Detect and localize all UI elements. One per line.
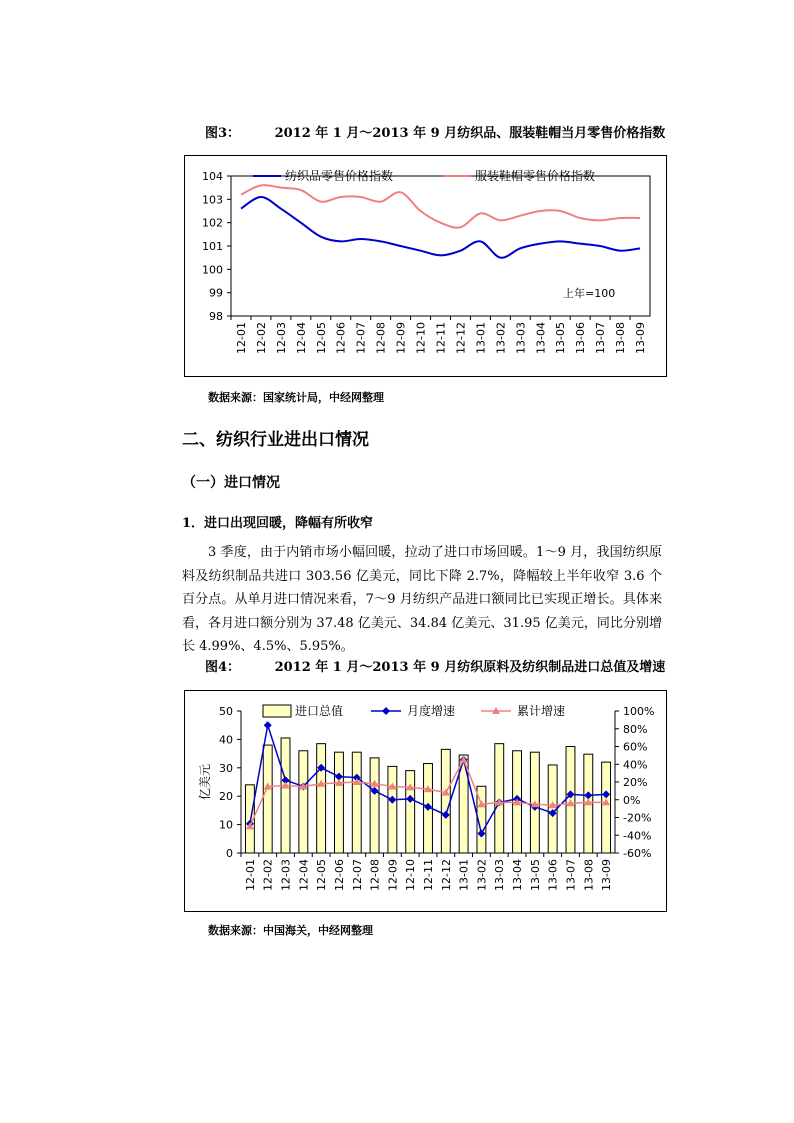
legend-marker-1 [382, 707, 390, 715]
x-tick-label: 12-09 [386, 859, 400, 891]
y-tick-label: 104 [202, 170, 223, 183]
legend-label-bars: 进口总值 [295, 704, 344, 718]
y-tick-label: 100 [202, 263, 223, 277]
x-tick-label: 12-02 [261, 859, 275, 891]
figure4-source: 数据来源：中国海关，中经网整理 [208, 924, 373, 937]
y2-tick-label: 0% [623, 793, 641, 807]
x-tick-label: 13-03 [493, 859, 507, 891]
x-tick-label: 12-03 [274, 322, 288, 354]
x-tick-label: 13-09 [634, 322, 648, 354]
x-tick-label: 12-12 [454, 322, 468, 354]
figure3-source: 数据来源：国家统计局，中经网整理 [208, 391, 384, 404]
figure3-label: 图3： [205, 126, 241, 141]
x-tick-label: 13-05 [554, 322, 568, 354]
x-tick-label: 13-01 [474, 322, 488, 354]
x-tick-label: 12-04 [297, 859, 311, 891]
legend-label-2: 服装鞋帽零售价格指数 [475, 169, 596, 183]
bar [352, 752, 361, 853]
figure4-chart [185, 691, 666, 911]
figure4-label: 图4： [205, 660, 241, 675]
bar [602, 762, 611, 853]
x-tick-label: 12-03 [279, 859, 293, 891]
figure3-title: 2012 年 1 月～2013 年 9 月纺织品、服装鞋帽当月零售价格指数 [274, 126, 666, 141]
x-tick-label: 13-05 [528, 859, 542, 891]
body-paragraph-text: 3 季度，由于内销市场小幅回暖，拉动了进口市场回暖。1～9 月，我国纺织原料及纺织制品共进口 303.56 亿美元，同比下降 2.7%，降幅较上半年收窄 3.6 个百分点。从单月进口情况来看，7～9 月纺织产品进口额同比已实现正增长。具体来看，各月进口额分别为 37.48 亿美元、34.84 亿美元、31.95 亿美元，同比分别增长 4.99%、4.5%、5.95%。 [182, 545, 663, 654]
x-tick-label: 12-05 [315, 859, 329, 891]
x-tick-label: 12-06 [332, 859, 346, 891]
legend-label-1: 月度增速 [407, 704, 456, 718]
x-tick-label: 13-02 [494, 322, 508, 354]
y-tick-label: 0 [226, 847, 233, 860]
x-tick-label: 13-09 [600, 859, 614, 891]
x-tick-label: 12-01 [234, 322, 248, 354]
x-tick-label: 12-09 [394, 322, 408, 354]
x-tick-label: 13-01 [457, 859, 471, 891]
figure3-title-row [205, 122, 665, 141]
bar [495, 744, 504, 853]
series-line-1 [241, 197, 640, 258]
y2-tick-label: 80% [623, 722, 648, 736]
figure3-chart [185, 156, 666, 376]
y-tick-label: 20 [219, 790, 233, 804]
x-tick-label: 13-03 [514, 322, 528, 354]
bar [317, 744, 326, 853]
x-tick-label: 13-07 [594, 322, 608, 354]
x-tick-label: 12-10 [404, 859, 418, 891]
x-tick-label: 12-08 [368, 859, 382, 891]
y2-tick-label: -40% [623, 829, 652, 843]
x-tick-label: 12-01 [243, 859, 257, 891]
figure4-title-row [205, 656, 665, 675]
bar [299, 751, 308, 853]
y2-tick-label: 100% [623, 705, 655, 718]
bar [370, 758, 379, 853]
y2-tick-label: 40% [623, 758, 648, 772]
bar [335, 752, 344, 853]
x-tick-label: 12-07 [354, 322, 368, 354]
figure4-title: 2012 年 1 月～2013 年 9 月纺织原料及纺织制品进口总值及增速 [274, 660, 666, 675]
y2-tick-label: 60% [623, 740, 648, 754]
bar [388, 766, 397, 853]
bar [441, 749, 450, 853]
x-tick-label: 13-07 [564, 859, 578, 891]
x-tick-label: 12-11 [422, 859, 435, 891]
y-tick-label: 99 [209, 286, 223, 300]
x-tick-label: 12-02 [254, 322, 268, 354]
y2-tick-label: -20% [623, 811, 652, 825]
item-heading: 1．进口出现回暖，降幅有所收窄 [182, 516, 374, 531]
y2-tick-label: -60% [623, 847, 652, 860]
y-tick-label: 103 [202, 193, 223, 207]
x-tick-label: 12-11 [434, 322, 448, 354]
x-tick-label: 12-05 [314, 322, 328, 354]
x-tick-label: 13-02 [475, 859, 489, 891]
y-axis-title: 亿美元 [198, 763, 212, 801]
bar [406, 771, 415, 853]
x-tick-label: 13-04 [511, 859, 525, 891]
legend-swatch-bars [263, 705, 291, 717]
x-tick-label: 13-04 [534, 322, 548, 354]
legend-label-2: 累计增速 [517, 704, 566, 718]
x-tick-label: 12-08 [374, 322, 388, 354]
figure3-chart-frame [184, 155, 667, 377]
x-tick-label: 13-06 [574, 322, 588, 354]
x-tick-label: 12-12 [439, 859, 453, 891]
bar [281, 738, 290, 853]
y-tick-label: 50 [219, 705, 233, 718]
section-heading: 二、纺织行业进出口情况 [182, 430, 369, 450]
series-line-2 [241, 185, 640, 228]
y-tick-label: 10 [219, 818, 233, 832]
x-tick-label: 12-04 [294, 322, 308, 354]
subsection-heading: （一）进口情况 [182, 475, 280, 491]
legend-label-1: 纺织品零售价格指数 [285, 169, 394, 183]
y-tick-label: 101 [202, 240, 223, 253]
x-tick-label: 12-10 [414, 322, 428, 354]
y-tick-label: 102 [202, 216, 223, 230]
y-tick-label: 30 [219, 761, 233, 775]
y2-tick-label: 20% [623, 776, 648, 789]
y-tick-label: 98 [209, 310, 223, 323]
point-marker [264, 721, 272, 729]
figure4-chart-frame [184, 690, 667, 912]
chart-annotation: 上年=100 [563, 287, 616, 300]
x-tick-label: 13-08 [614, 322, 628, 354]
y-tick-label: 40 [219, 733, 233, 747]
x-tick-label: 13-08 [582, 859, 596, 891]
x-tick-label: 12-06 [334, 322, 348, 354]
x-tick-label: 13-06 [546, 859, 560, 891]
x-tick-label: 12-07 [350, 859, 364, 891]
bar [263, 745, 272, 853]
body-paragraph [182, 541, 662, 659]
